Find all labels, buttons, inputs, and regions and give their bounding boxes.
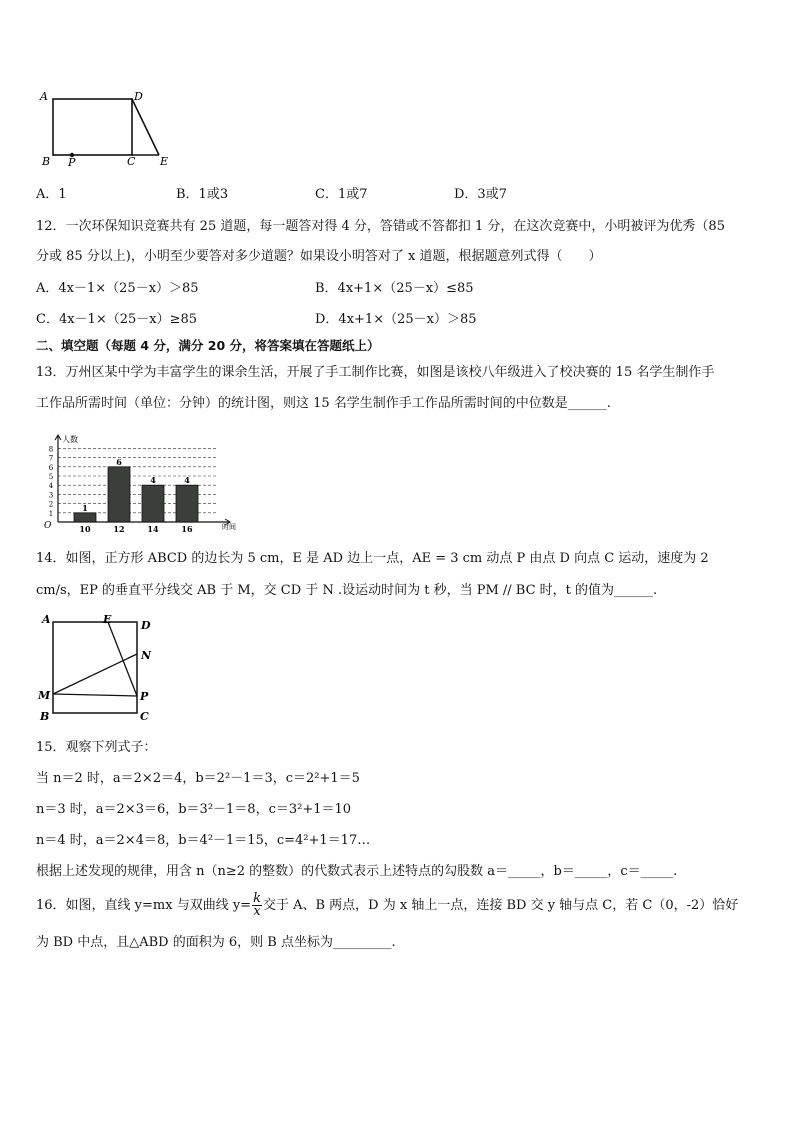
- y-tick-label: 2: [48, 500, 54, 509]
- label-D: D: [141, 619, 151, 632]
- y-tick-label: 4: [48, 482, 54, 491]
- bar: [108, 467, 130, 522]
- q13-text-line2: 工作品所需时间（单位：分钟）的统计图，则这 15 名学生制作手工作品所需时间的中位数是______.: [36, 396, 611, 411]
- q16-frac-num: k: [253, 891, 261, 906]
- q15-title: 15．观察下列式子：: [36, 740, 157, 755]
- label-D: D: [134, 90, 143, 103]
- label-P: P: [68, 156, 76, 168]
- q16-line2: 为 BD 中点，且△ABD 的面积为 6，则 B 点坐标为_________.: [36, 935, 396, 950]
- x-tick-label: 10: [79, 524, 91, 534]
- q16-frac-den: x: [253, 904, 261, 919]
- x-tick-label: 14: [147, 524, 159, 534]
- label-M: M: [38, 689, 51, 702]
- q11-option-c: C．1或7: [315, 187, 368, 202]
- q16-line1-pre: 16．如图，直线 y=mx 与双曲线 y=: [36, 898, 252, 913]
- q13-text-line1: 13．万州区某中学为丰富学生的课余生活，开展了手工制作比赛，如图是该校八年级进入了校决赛的 15 名学生制作手: [36, 365, 715, 380]
- data-label: 6: [116, 456, 122, 467]
- data-label: 4: [184, 475, 190, 486]
- data-label: 4: [150, 475, 156, 486]
- x-tick-label: 16: [181, 524, 193, 534]
- q11-option-d: D．3或7: [454, 187, 507, 202]
- label-P: P: [140, 690, 149, 703]
- label-A: A: [42, 613, 51, 626]
- label-B: B: [40, 710, 50, 723]
- q12-option-b: B．4x+1×（25－x）≤85: [315, 281, 474, 296]
- y-tick-label: 3: [48, 491, 54, 500]
- figure-q14: [36, 612, 166, 726]
- y-tick-label: 8: [48, 445, 54, 454]
- label-E: E: [160, 155, 169, 168]
- q14-text-line1: 14．如图，正方形 ABCD 的边长为 5 cm，E 是 AD 边上一点，AE = 3 cm 动点 P 由点 D 向点 C 运动，速度为 2: [36, 551, 709, 566]
- q11-option-a: A．1: [36, 187, 67, 202]
- q12-text-line2: 分或 85 分以上)，小明至少要答对多少道题？如果设小明答对了 x 道题，根据题意列式得（ ）: [36, 249, 602, 264]
- q15-line3: n＝4 时，a＝2×4＝8，b＝4²－1＝15，c=4²+1＝17…: [36, 833, 371, 848]
- q16-line1: [36, 893, 738, 919]
- label-C: C: [127, 155, 136, 168]
- figure-q11: [36, 86, 186, 168]
- y-tick-label: 1: [48, 509, 54, 518]
- x-tick-label: 12: [113, 524, 125, 534]
- q15-line1: 当 n＝2 时，a＝2×2＝4，b＝2²－1＝3，c＝2²+1＝5: [36, 771, 360, 786]
- q12-text-line1: 12．一次环保知识竞赛共有 25 道题，每一题答对得 4 分，答错或不答都扣 1 分，在这次竞赛中，小明被评为优秀（85: [36, 219, 725, 234]
- origin-label: O: [44, 521, 52, 531]
- label-A: A: [40, 90, 48, 103]
- q16-line1-post: 交于 A、B 两点，D 为 x 轴上一点，连接 BD 交 y 轴与点 C，若 C（0，-2）恰好: [262, 898, 739, 913]
- label-C: C: [140, 710, 149, 723]
- y-tick-label: 5: [48, 473, 54, 481]
- q13-bar-chart: [34, 432, 244, 536]
- data-label: 1: [82, 502, 88, 513]
- y-tick-label: 7: [48, 454, 54, 463]
- q12-option-a: A．4x－1×（25－x）＞85: [36, 281, 199, 296]
- label-N: N: [141, 649, 152, 662]
- y-tick-label: 6: [48, 463, 54, 472]
- q12-option-d: D．4x+1×（25－x）＞85: [315, 312, 477, 327]
- x-axis-label: 时间: [222, 523, 236, 531]
- bar: [74, 513, 96, 522]
- bar: [176, 485, 198, 522]
- bar: [142, 485, 164, 522]
- q12-option-c: C．4x－1×（25－x）≥85: [36, 312, 198, 327]
- q15-line4: 根据上述发现的规律，用含 n（n≥2 的整数）的代数式表示上述特点的勾股数 a＝_____，b＝_____，c＝_____.: [36, 864, 678, 879]
- label-E: E: [103, 613, 112, 626]
- q11-option-b: B．1或3: [176, 187, 229, 202]
- q15-line2: n＝3 时，a＝2×3＝6，b＝3²－1＝8，c＝3²+1＝10: [36, 802, 352, 817]
- q14-text-line2: cm/s，EP 的垂直平分线交 AB 于 M，交 CD 于 N .设运动时间为 t 秒，当 PM // BC 时，t 的值为______.: [36, 583, 658, 598]
- section-title: 二、填空题（每题 4 分，满分 20 分，将答案填在答题纸上）: [36, 338, 380, 353]
- label-B: B: [42, 155, 51, 168]
- y-axis-label: 人数: [62, 435, 78, 444]
- q16-fraction: [252, 893, 262, 918]
